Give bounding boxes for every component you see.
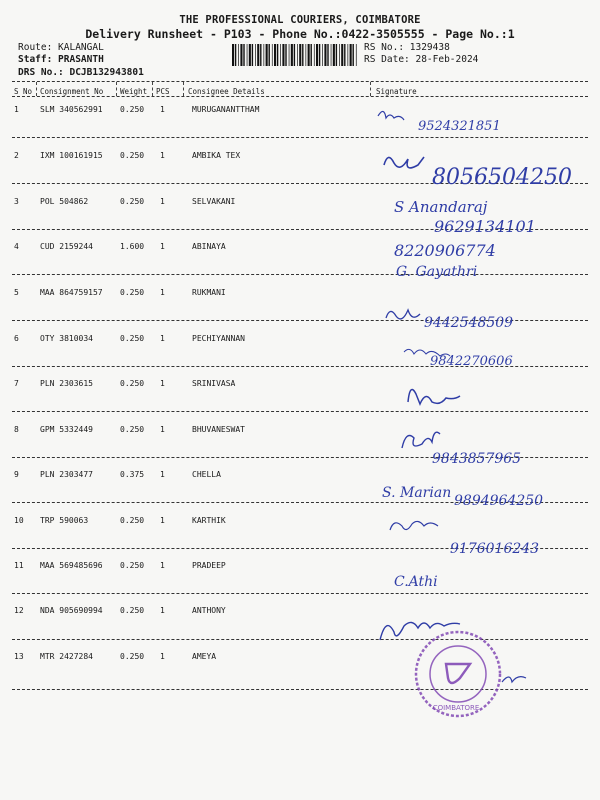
barcode-bar (260, 44, 261, 66)
barcode-bar (252, 44, 253, 66)
barcode-bar (339, 44, 340, 66)
row-consignment: OTY 3810034 (40, 334, 93, 343)
row-weight: 0.250 (120, 606, 145, 615)
row-consignment: PLN 2303477 (40, 470, 93, 479)
barcode-bar (238, 44, 239, 66)
row-pcs: 1 (160, 606, 165, 615)
sig-name-3: S Anandaraj (394, 198, 488, 216)
col-divider (116, 82, 117, 96)
row-pcs: 1 (160, 516, 165, 525)
barcode-bar (308, 44, 310, 66)
sig-phone-1: 9524321851 (418, 119, 501, 134)
barcode-bar (243, 44, 244, 66)
row-separator (12, 274, 588, 275)
row-consignment: SLM 340562991 (40, 105, 103, 114)
sig-phone-2: 8056504250 (432, 165, 572, 190)
barcode-bar (327, 44, 328, 66)
row-consignee: ABINAYA (192, 242, 226, 251)
sig-phone-6: 9842270606 (430, 354, 513, 369)
row-pcs: 1 (160, 561, 165, 570)
row-pcs: 1 (160, 379, 165, 388)
barcode-bar (306, 44, 307, 66)
barcode-bar (280, 44, 281, 66)
drs-number: DRS No.: DCJB132943801 (18, 67, 144, 78)
signature-scribble (378, 111, 404, 120)
rs-date: RS Date: 28-Feb-2024 (364, 54, 479, 65)
row-separator (12, 366, 588, 367)
row-separator (12, 137, 588, 138)
row-sno: 1 (14, 105, 19, 114)
barcode-bar (235, 44, 236, 66)
barcode-bar (240, 44, 242, 66)
row-sno: 4 (14, 242, 19, 251)
sig-phone-3: 9629134101 (434, 217, 536, 236)
stamp-text: COIMBATORE (432, 704, 480, 712)
row-consignee: AMBIKA TEX (192, 151, 241, 160)
company-title: THE PROFESSIONAL COURIERS, COIMBATORE (179, 14, 421, 26)
row-sno: 6 (14, 334, 19, 343)
rs-number: RS No.: 1329438 (364, 42, 450, 53)
row-consignee: PECHIYANNAN (192, 334, 245, 343)
row-weight: 0.250 (120, 516, 145, 525)
row-consignment: MAA 864759157 (40, 288, 103, 297)
barcode-bar (299, 44, 301, 66)
row-weight: 0.250 (120, 151, 145, 160)
barcode-bar (282, 44, 284, 66)
row-pcs: 1 (160, 652, 165, 661)
row-sno: 9 (14, 470, 19, 479)
barcode-bar (255, 44, 256, 66)
row-separator (12, 548, 588, 549)
col-signature: Signature (376, 87, 417, 96)
row-consignee: SELVAKANI (192, 197, 236, 206)
row-weight: 0.375 (120, 470, 145, 479)
row-weight: 0.250 (120, 561, 145, 570)
row-sno: 12 (14, 606, 24, 615)
row-consignment: MTR 2427284 (40, 652, 93, 661)
row-consignee: RUKMANI (192, 288, 226, 297)
barcode-bar (285, 44, 286, 66)
sig-phone-8: 9894964250 (454, 493, 544, 509)
row-sno: 7 (14, 379, 19, 388)
row-consignment: POL 504862 (40, 197, 89, 206)
row-consignment: MAA 569485696 (40, 561, 103, 570)
barcode-bar (344, 44, 345, 66)
signature-scribble (390, 521, 438, 530)
col-sno: S No (14, 87, 33, 96)
row-weight: 0.250 (120, 425, 145, 434)
col-divider (370, 82, 371, 96)
row-separator (12, 411, 588, 412)
sig-name-11: C.Athi (394, 574, 438, 590)
signature-scribble (404, 349, 450, 356)
barcode-bar (356, 44, 357, 66)
sig-phone-4: 8220906774 (394, 241, 496, 260)
row-consignment: GPM 5332449 (40, 425, 93, 434)
col-pcs: PCS (156, 87, 170, 96)
signature-scribble (384, 157, 424, 168)
barcode-bar (266, 44, 268, 66)
col-divider (36, 82, 37, 96)
row-weight: 1.600 (120, 242, 145, 251)
signature-scribble (402, 432, 440, 448)
barcode-bar (350, 44, 352, 66)
row-sno: 2 (14, 151, 19, 160)
signature-scribble (408, 390, 460, 405)
barcode-bar (322, 44, 323, 66)
row-weight: 0.250 (120, 379, 145, 388)
signature-scribble (502, 677, 526, 682)
barcode-bar (294, 44, 295, 66)
sig-phone-9: 9176016243 (450, 541, 540, 557)
barcode-bar (274, 44, 276, 66)
barcode-bar (257, 44, 259, 66)
row-separator (12, 689, 588, 690)
row-consignment: NDA 905690994 (40, 606, 103, 615)
sig-phone-7: 9843857965 (432, 451, 522, 467)
row-weight: 0.250 (120, 652, 145, 661)
row-pcs: 1 (160, 288, 165, 297)
row-separator (12, 320, 588, 321)
row-consignment: CUD 2159244 (40, 242, 93, 251)
barcode-bar (247, 44, 248, 66)
barcode-bar (314, 44, 315, 66)
barcode-bar (311, 44, 312, 66)
row-separator (12, 593, 588, 594)
col-consignee: Consignee Details (188, 87, 265, 96)
row-consignment: PLN 2303615 (40, 379, 93, 388)
row-consignee: KARTHIK (192, 516, 226, 525)
barcode-bar (272, 44, 273, 66)
row-consignee: PRADEEP (192, 561, 226, 570)
row-weight: 0.250 (120, 288, 145, 297)
row-sno: 3 (14, 197, 19, 206)
row-separator (12, 502, 588, 503)
sig-name-4: G. Gayathri (396, 264, 478, 280)
signature-scribble (380, 622, 460, 640)
row-sno: 11 (14, 561, 24, 570)
row-separator (12, 457, 588, 458)
row-consignee: MURUGANANTTHAM (192, 105, 260, 114)
barcode-bar (277, 44, 278, 66)
row-pcs: 1 (160, 425, 165, 434)
row-consignee: BHUVANESWAT (192, 425, 245, 434)
row-pcs: 1 (160, 334, 165, 343)
barcode-bar (269, 44, 270, 66)
row-separator (12, 639, 588, 640)
company-stamp (416, 632, 500, 716)
barcode (232, 44, 358, 66)
barcode-bar (232, 44, 234, 66)
barcode-bar (333, 44, 335, 66)
row-weight: 0.250 (120, 197, 145, 206)
barcode-bar (316, 44, 318, 66)
header-top-rule (12, 81, 588, 82)
header-bottom-rule (12, 96, 588, 97)
barcode-bar (341, 44, 343, 66)
sig-phone-5: 9442548509 (424, 315, 514, 331)
barcode-bar (297, 44, 298, 66)
runsheet-title: Delivery Runsheet - P103 - Phone No.:0422-3505555 - Page No.:1 (85, 27, 515, 41)
row-separator (12, 183, 588, 184)
row-sno: 8 (14, 425, 19, 434)
col-divider (183, 82, 184, 96)
barcode-bar (336, 44, 337, 66)
barcode-bar (319, 44, 320, 66)
col-weight: Weight (120, 87, 148, 96)
barcode-bar (353, 44, 354, 66)
row-consignee: AMEYA (192, 652, 217, 661)
sig-name-9: S. Marian (382, 485, 452, 501)
col-divider (152, 82, 153, 96)
row-pcs: 1 (160, 151, 165, 160)
staff-label: Staff: PRASANTH (18, 54, 104, 65)
barcode-bar (348, 44, 349, 66)
row-pcs: 1 (160, 242, 165, 251)
row-consignee: CHELLA (192, 470, 221, 479)
row-pcs: 1 (160, 470, 165, 479)
barcode-bar (289, 44, 290, 66)
route-label: Route: KALANGAL (18, 42, 104, 53)
row-weight: 0.250 (120, 334, 145, 343)
barcode-bar (324, 44, 326, 66)
row-pcs: 1 (160, 105, 165, 114)
row-consignment: TRP 590063 (40, 516, 89, 525)
signature-scribble (386, 310, 420, 319)
barcode-bar (291, 44, 293, 66)
row-consignee: SRINIVASA (192, 379, 236, 388)
barcode-bar (249, 44, 251, 66)
row-consignee: ANTHONY (192, 606, 226, 615)
row-sno: 5 (14, 288, 19, 297)
col-consignment: Consignment No (40, 87, 104, 96)
barcode-bar (302, 44, 303, 66)
row-pcs: 1 (160, 197, 165, 206)
row-weight: 0.250 (120, 105, 145, 114)
row-consignment: IXM 100161915 (40, 151, 103, 160)
row-sno: 13 (14, 652, 24, 661)
row-sno: 10 (14, 516, 24, 525)
barcode-bar (264, 44, 265, 66)
barcode-bar (331, 44, 332, 66)
row-separator (12, 229, 588, 230)
